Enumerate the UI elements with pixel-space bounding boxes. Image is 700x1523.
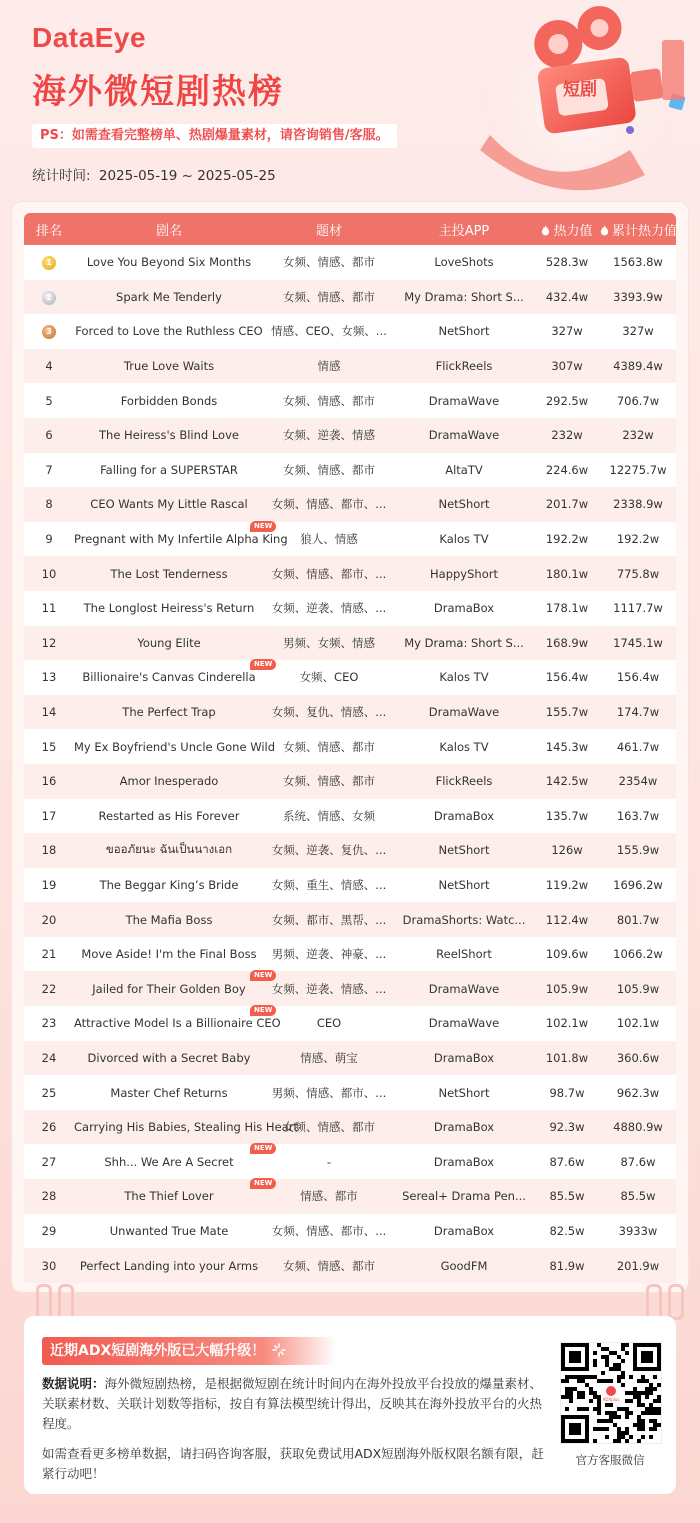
header-title: 剧名 bbox=[155, 223, 182, 239]
total-heat-cell: 962.3w bbox=[616, 1085, 660, 1100]
app-cell: FlickReels bbox=[435, 774, 493, 789]
binder-ring bbox=[58, 1284, 74, 1320]
table-row[interactable] bbox=[24, 1075, 676, 1110]
title-cell: Falling for a SUPERSTAR bbox=[100, 462, 238, 477]
data-description bbox=[42, 1374, 552, 1484]
header-total-label: 累计热力值 bbox=[612, 223, 678, 239]
title-cell: Jailed for Their Golden Boy bbox=[92, 981, 246, 996]
rank-cell: 26 bbox=[41, 1120, 57, 1135]
title-cell: Divorced with a Secret Baby bbox=[87, 1050, 251, 1065]
title-cell: Forced to Love the Ruthless CEO bbox=[75, 324, 263, 339]
genre-cell: 女频、情感、都市 bbox=[283, 1120, 375, 1135]
table-row[interactable] bbox=[24, 245, 676, 280]
heat-cell: 432.4w bbox=[545, 289, 589, 304]
heat-cell: 224.6w bbox=[545, 462, 589, 477]
heat-cell: 232w bbox=[551, 428, 583, 443]
heat-cell: 180.1w bbox=[545, 566, 589, 581]
rank-cell: 29 bbox=[41, 1223, 57, 1238]
app-cell: HappyShort bbox=[430, 566, 498, 581]
app-cell: Kalos TV bbox=[439, 670, 489, 685]
header-rank: 排名 bbox=[35, 223, 62, 239]
new-badge: NEW bbox=[250, 1178, 276, 1189]
title-cell: Young Elite bbox=[137, 635, 201, 650]
title-cell: Shh... We Are A Secret bbox=[104, 1154, 234, 1169]
app-cell: DramaWave bbox=[428, 1016, 500, 1031]
total-heat-cell: 360.6w bbox=[616, 1050, 660, 1065]
title-cell: The Heiress's Blind Love bbox=[99, 428, 239, 443]
desc-label: 数据说明： bbox=[42, 1376, 105, 1391]
table-row[interactable] bbox=[24, 453, 676, 488]
app-cell: NetShort bbox=[438, 497, 490, 512]
new-badge: NEW bbox=[250, 521, 276, 532]
app-cell: DramaBox bbox=[433, 1223, 495, 1238]
rank-cell: 10 bbox=[41, 566, 57, 581]
heat-cell: 119.2w bbox=[545, 877, 589, 892]
period bbox=[32, 164, 276, 184]
table-row[interactable] bbox=[24, 1041, 676, 1076]
rank-cell bbox=[24, 323, 74, 339]
rank-cell: 23 bbox=[41, 1016, 57, 1031]
genre-cell: 女频、情感、都市 bbox=[283, 255, 375, 270]
heat-cell: 87.6w bbox=[549, 1154, 585, 1169]
qr-label: 官方客服微信 bbox=[575, 1453, 645, 1467]
rank-cell: 12 bbox=[41, 635, 57, 650]
heat-cell: 327w bbox=[551, 324, 583, 339]
table-row[interactable] bbox=[24, 1214, 676, 1249]
table-row[interactable] bbox=[24, 1110, 676, 1145]
total-heat-cell: 155.9w bbox=[616, 843, 660, 858]
header-heat bbox=[534, 220, 600, 239]
heat-cell: 105.9w bbox=[545, 981, 589, 996]
heat-cell: 82.5w bbox=[549, 1223, 585, 1238]
title-cell: Restarted as His Forever bbox=[98, 808, 240, 823]
app-cell: DramaBox bbox=[433, 601, 495, 616]
genre-cell: 系统、情感、女频 bbox=[283, 808, 375, 823]
genre-cell: 情感、萌宝 bbox=[300, 1050, 358, 1065]
app-cell: DramaWave bbox=[428, 705, 500, 720]
period-value: 2025-05-19 ~ 2025-05-25 bbox=[98, 168, 276, 184]
table-row[interactable] bbox=[24, 764, 676, 799]
heat-cell: 98.7w bbox=[549, 1085, 585, 1100]
qr-code[interactable] bbox=[560, 1342, 662, 1444]
binder-ring bbox=[646, 1284, 662, 1320]
heat-cell: 81.9w bbox=[549, 1258, 585, 1273]
upgrade-banner-text: 近期ADX短剧海外版已大幅升级！ bbox=[50, 1343, 266, 1359]
total-heat-cell: 1563.8w bbox=[613, 255, 663, 270]
app-cell: DramaWave bbox=[428, 428, 500, 443]
heat-cell: 101.8w bbox=[545, 1050, 589, 1065]
genre-cell: 情感、都市 bbox=[300, 1189, 358, 1204]
total-heat-cell: 201.9w bbox=[616, 1258, 660, 1273]
info-card bbox=[24, 1316, 676, 1494]
sparkle-icon bbox=[272, 1343, 286, 1357]
table-row[interactable] bbox=[24, 902, 676, 937]
film-camera-illustration bbox=[470, 0, 700, 200]
heat-cell: 192.2w bbox=[545, 532, 589, 547]
app-cell: My Drama: Short S... bbox=[404, 289, 524, 304]
rank-cell: 21 bbox=[41, 947, 57, 962]
rank-cell: 7 bbox=[45, 462, 53, 477]
title-cell: The Mafia Boss bbox=[125, 912, 213, 927]
rank-cell: 28 bbox=[41, 1189, 57, 1204]
genre-cell: 女频、情感、都市 bbox=[283, 739, 375, 754]
new-badge: NEW bbox=[250, 1143, 276, 1154]
rank-cell: 9 bbox=[45, 532, 53, 547]
table-row[interactable] bbox=[24, 1248, 676, 1283]
title-cell: The Longlost Heiress's Return bbox=[83, 601, 255, 616]
header-app: 主投APP bbox=[438, 223, 490, 239]
total-heat-cell: 85.5w bbox=[620, 1189, 656, 1204]
genre-cell: 男频、情感、都市、... bbox=[271, 1085, 387, 1100]
genre-cell: 女频、情感、都市 bbox=[283, 462, 375, 477]
genre-cell: 女频、逆袭、复仇、... bbox=[271, 843, 387, 858]
heat-cell: 112.4w bbox=[545, 912, 589, 927]
rank-cell: 18 bbox=[41, 843, 57, 858]
genre-cell: CEO bbox=[316, 1016, 342, 1031]
title-cell: The Perfect Trap bbox=[122, 705, 216, 720]
heat-cell: 135.7w bbox=[545, 808, 589, 823]
silver-medal-icon: 2 bbox=[42, 291, 56, 305]
table-row[interactable] bbox=[24, 626, 676, 661]
rank-cell: 22 bbox=[41, 981, 57, 996]
rank-cell: 20 bbox=[41, 912, 57, 927]
table-row[interactable] bbox=[24, 314, 676, 349]
table-row[interactable] bbox=[24, 660, 676, 695]
heat-cell: 201.7w bbox=[545, 497, 589, 512]
rank-cell bbox=[24, 289, 74, 305]
total-heat-cell: 327w bbox=[622, 324, 654, 339]
app-cell: Kalos TV bbox=[439, 532, 489, 547]
genre-cell: 女频、情感、都市 bbox=[283, 774, 375, 789]
heat-cell: 156.4w bbox=[545, 670, 589, 685]
app-cell: Kalos TV bbox=[439, 739, 489, 754]
app-cell: Sereal+ Drama Pen... bbox=[402, 1189, 526, 1204]
table-body bbox=[24, 245, 676, 1283]
total-heat-cell: 192.2w bbox=[616, 532, 660, 547]
header-total bbox=[600, 220, 676, 239]
rank-cell: 27 bbox=[41, 1154, 57, 1169]
genre-cell: 女频、情感、都市 bbox=[283, 289, 375, 304]
adx-logo-icon bbox=[606, 1386, 616, 1396]
cta-text: 如需查看更多榜单数据，请扫码咨询客服，获取免费试用ADX短剧海外版权限名额有限，赶紧行动吧！ bbox=[42, 1446, 544, 1481]
genre-cell: 情感、CEO、女频、... bbox=[271, 324, 387, 339]
rank-cell: 5 bbox=[45, 393, 53, 408]
app-cell: NetShort bbox=[438, 877, 490, 892]
genre-cell: 女频、逆袭、情感 bbox=[283, 428, 375, 443]
rank-cell: 24 bbox=[41, 1050, 57, 1065]
app-cell: AltaTV bbox=[445, 462, 483, 477]
app-cell: DramaBox bbox=[433, 1154, 495, 1169]
total-heat-cell: 2354w bbox=[618, 774, 658, 789]
total-heat-cell: 156.4w bbox=[616, 670, 660, 685]
table-row[interactable] bbox=[24, 729, 676, 764]
rank-cell: 11 bbox=[41, 601, 57, 616]
app-cell: DramaBox bbox=[433, 1120, 495, 1135]
rank-cell bbox=[24, 254, 74, 270]
heat-cell: 142.5w bbox=[545, 774, 589, 789]
heat-cell: 102.1w bbox=[545, 1016, 589, 1031]
rank-cell: 13 bbox=[41, 670, 57, 685]
table-row[interactable] bbox=[24, 1179, 676, 1214]
genre-cell: 女频、CEO bbox=[299, 670, 359, 685]
title-cell: The Thief Lover bbox=[124, 1189, 214, 1204]
title-cell: Pregnant with My Infertile Alpha King bbox=[74, 532, 288, 547]
page-title: 海外微短剧热榜 bbox=[32, 72, 284, 112]
title-cell: Carrying His Babies, Stealing His Heart bbox=[74, 1120, 298, 1135]
app-cell: DramaBox bbox=[433, 1050, 495, 1065]
title-cell: Unwanted True Mate bbox=[109, 1223, 229, 1238]
binder-ring bbox=[668, 1284, 684, 1320]
desc-text: 海外微短剧热榜，是根据微短剧在统计时间内在海外投放平台投放的爆量素材、关联素材数、关联计划数等指标，按自有算法模型统计得出，反映其在海外投放平台的火热程度。 bbox=[42, 1376, 543, 1431]
title-cell: The Beggar King’s Bride bbox=[99, 877, 239, 892]
rank-cell: 6 bbox=[45, 428, 53, 443]
heat-cell: 528.3w bbox=[545, 255, 589, 270]
table-row[interactable] bbox=[24, 280, 676, 315]
flame-icon bbox=[541, 225, 550, 236]
total-heat-cell: 2338.9w bbox=[613, 497, 663, 512]
rank-cell: 19 bbox=[41, 877, 57, 892]
genre-cell: 女频、情感、都市 bbox=[283, 1258, 375, 1273]
new-badge: NEW bbox=[250, 659, 276, 670]
heat-cell: 126w bbox=[551, 843, 583, 858]
heat-cell: 92.3w bbox=[549, 1120, 585, 1135]
flame-icon bbox=[600, 225, 609, 236]
table-row[interactable] bbox=[24, 487, 676, 522]
heat-cell: 145.3w bbox=[545, 739, 589, 754]
table-row[interactable] bbox=[24, 522, 676, 557]
table-header bbox=[24, 213, 676, 245]
app-cell: My Drama: Short S... bbox=[404, 635, 524, 650]
app-cell: LoveShots bbox=[434, 255, 494, 270]
genre-cell: 女频、重生、情感、... bbox=[271, 877, 387, 892]
title-cell: Amor Inesperado bbox=[119, 774, 219, 789]
heat-cell: 168.9w bbox=[545, 635, 589, 650]
title-cell: CEO Wants My Little Rascal bbox=[90, 497, 248, 512]
total-heat-cell: 174.7w bbox=[616, 705, 660, 720]
camera-badge-text: 短剧 bbox=[563, 80, 597, 100]
total-heat-cell: 775.8w bbox=[616, 566, 660, 581]
rank-cell: 8 bbox=[45, 497, 53, 512]
total-heat-cell: 12275.7w bbox=[609, 462, 667, 477]
total-heat-cell: 1066.2w bbox=[613, 947, 663, 962]
genre-cell: 女频、逆袭、情感、... bbox=[271, 981, 387, 996]
title-cell: Forbidden Bonds bbox=[120, 393, 218, 408]
table-row[interactable] bbox=[24, 591, 676, 626]
app-cell: DramaWave bbox=[428, 393, 500, 408]
app-cell: ReelShort bbox=[436, 947, 492, 962]
total-heat-cell: 461.7w bbox=[616, 739, 660, 754]
brand-logo: DataEye bbox=[32, 22, 147, 53]
gold-medal-icon: 1 bbox=[42, 256, 56, 270]
table-row[interactable] bbox=[24, 349, 676, 384]
app-cell: FlickReels bbox=[435, 359, 493, 374]
total-heat-cell: 1745.1w bbox=[613, 635, 663, 650]
heat-cell: 155.7w bbox=[545, 705, 589, 720]
header-heat-label: 热力值 bbox=[553, 223, 593, 239]
table-row[interactable] bbox=[24, 383, 676, 418]
total-heat-cell: 163.7w bbox=[616, 808, 660, 823]
total-heat-cell: 1696.2w bbox=[613, 877, 663, 892]
new-badge: NEW bbox=[250, 1005, 276, 1016]
total-heat-cell: 1117.7w bbox=[613, 601, 663, 616]
total-heat-cell: 4880.9w bbox=[613, 1120, 663, 1135]
bronze-medal-icon: 3 bbox=[42, 325, 56, 339]
total-heat-cell: 3393.9w bbox=[613, 289, 663, 304]
rank-cell: 30 bbox=[41, 1258, 57, 1273]
genre-cell: 女频、情感、都市 bbox=[283, 393, 375, 408]
total-heat-cell: 3933w bbox=[618, 1223, 658, 1238]
title-cell: Billionaire's Canvas Cinderella bbox=[82, 670, 256, 685]
total-heat-cell: 105.9w bbox=[616, 981, 660, 996]
app-cell: DramaShorts: Watc... bbox=[402, 912, 526, 927]
table-row[interactable] bbox=[24, 799, 676, 834]
heat-cell: 307w bbox=[551, 359, 583, 374]
app-cell: GoodFM bbox=[440, 1258, 488, 1273]
title-cell: Master Chef Returns bbox=[110, 1085, 228, 1100]
table-row[interactable] bbox=[24, 971, 676, 1006]
total-heat-cell: 87.6w bbox=[620, 1154, 656, 1169]
title-cell: Love You Beyond Six Months bbox=[86, 255, 252, 270]
title-cell: ขออภัยนะ ฉันเป็นนางเอก bbox=[105, 842, 233, 857]
ranking-table bbox=[12, 202, 688, 1292]
heat-cell: 292.5w bbox=[545, 393, 589, 408]
app-cell: NetShort bbox=[438, 843, 490, 858]
upgrade-banner bbox=[42, 1337, 336, 1365]
title-cell: The Lost Tenderness bbox=[110, 566, 228, 581]
genre-cell: 男频、逆袭、神豪、... bbox=[271, 947, 387, 962]
period-label: 统计时间: bbox=[32, 168, 91, 184]
rank-cell: 14 bbox=[41, 705, 57, 720]
heat-cell: 85.5w bbox=[549, 1189, 585, 1204]
table-row[interactable] bbox=[24, 937, 676, 972]
genre-cell: 女频、逆袭、情感、... bbox=[271, 601, 387, 616]
title-cell: Spark Me Tenderly bbox=[116, 289, 222, 304]
genre-cell: 女频、情感、都市、... bbox=[271, 1223, 387, 1238]
table-row[interactable] bbox=[24, 1144, 676, 1179]
binder-ring bbox=[36, 1284, 52, 1320]
title-cell: True Love Waits bbox=[123, 359, 215, 374]
genre-cell: - bbox=[326, 1154, 332, 1169]
genre-cell: 男频、女频、情感 bbox=[283, 635, 375, 650]
rank-cell: 4 bbox=[45, 359, 53, 374]
heat-cell: 109.6w bbox=[545, 947, 589, 962]
total-heat-cell: 706.7w bbox=[616, 393, 660, 408]
ps-note: PS：如需查看完整榜单、热剧爆量素材，请咨询销售/客服。 bbox=[32, 124, 397, 148]
title-cell: Perfect Landing into your Arms bbox=[79, 1258, 259, 1273]
table-row[interactable] bbox=[24, 556, 676, 591]
title-cell: Move Aside! I'm the Final Boss bbox=[81, 947, 257, 962]
table-row[interactable] bbox=[24, 1006, 676, 1041]
header-genre: 题材 bbox=[315, 223, 342, 239]
app-cell: NetShort bbox=[438, 324, 490, 339]
title-cell: My Ex Boyfriend's Uncle Gone Wild bbox=[74, 739, 276, 754]
table-row[interactable] bbox=[24, 868, 676, 903]
new-badge: NEW bbox=[250, 970, 276, 981]
rank-cell: 15 bbox=[41, 739, 57, 754]
total-heat-cell: 102.1w bbox=[616, 1016, 660, 1031]
rank-cell: 17 bbox=[41, 808, 57, 823]
qr-logo-text: ADXplus bbox=[602, 1397, 620, 1402]
genre-cell: 情感 bbox=[317, 359, 341, 374]
total-heat-cell: 4389.4w bbox=[613, 359, 663, 374]
heat-cell: 178.1w bbox=[545, 601, 589, 616]
genre-cell: 女频、都市、黑帮、... bbox=[271, 912, 387, 927]
table-row[interactable] bbox=[24, 833, 676, 868]
table-row[interactable] bbox=[24, 418, 676, 453]
total-heat-cell: 232w bbox=[622, 428, 654, 443]
rank-cell: 25 bbox=[41, 1085, 57, 1100]
rank-cell: 16 bbox=[41, 774, 57, 789]
app-cell: DramaWave bbox=[428, 981, 500, 996]
app-cell: NetShort bbox=[438, 1085, 490, 1100]
title-cell: Attractive Model Is a Billionaire CEO bbox=[74, 1016, 281, 1031]
genre-cell: 女频、情感、都市、... bbox=[271, 566, 387, 581]
genre-cell: 女频、复仇、情感、... bbox=[271, 705, 387, 720]
genre-cell: 女频、情感、都市、... bbox=[271, 497, 387, 512]
genre-cell: 狼人、情感 bbox=[300, 532, 358, 547]
app-cell: DramaBox bbox=[433, 808, 495, 823]
table-row[interactable] bbox=[24, 695, 676, 730]
total-heat-cell: 801.7w bbox=[616, 912, 660, 927]
